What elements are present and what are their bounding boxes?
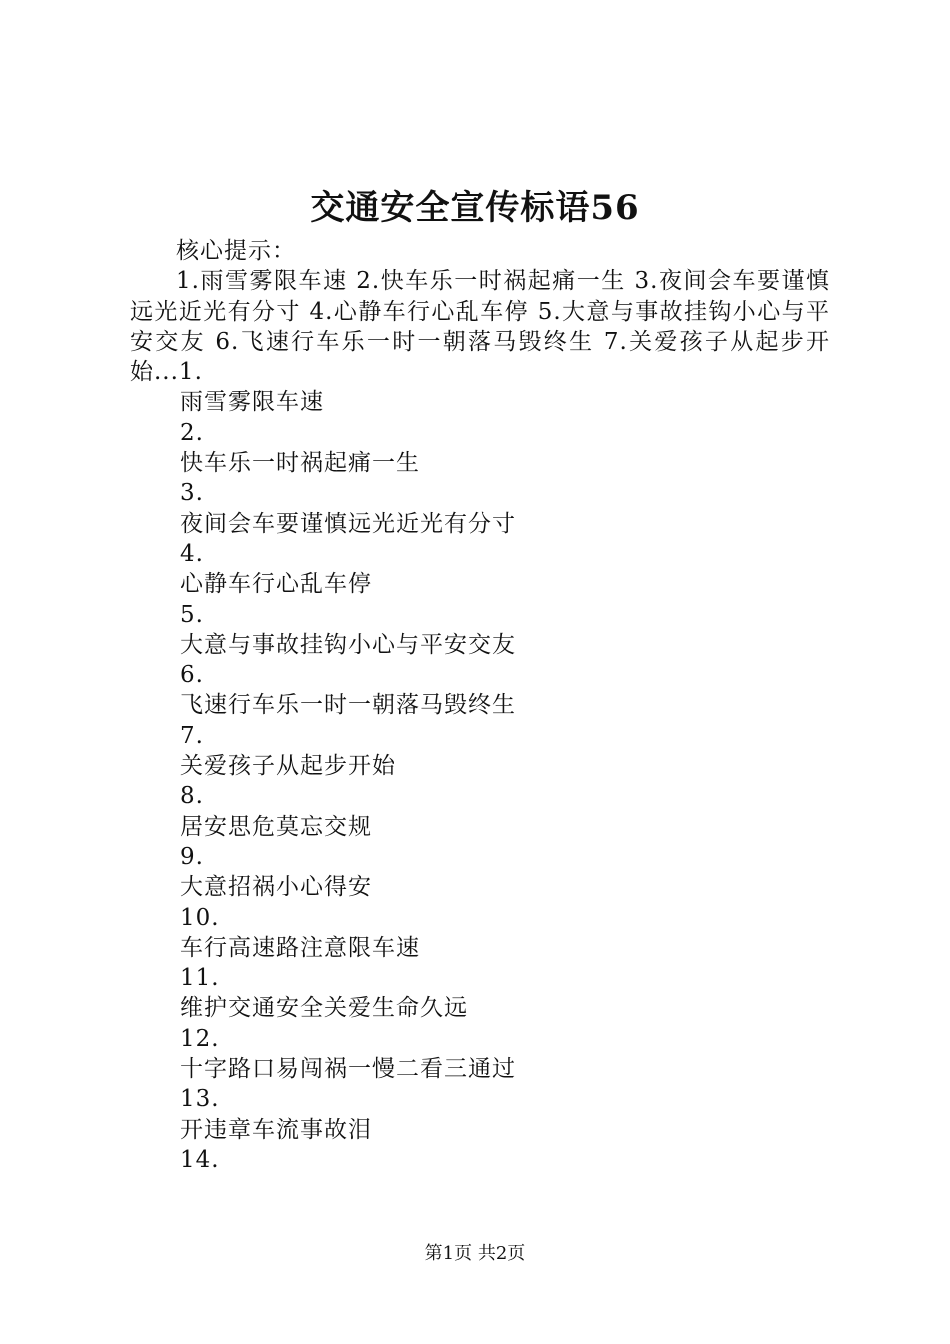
- slogan-line: 关爱孩子从起步开始: [180, 753, 396, 780]
- slogan-line: 10.: [180, 904, 220, 931]
- slogan-line: 车行高速路注意限车速: [180, 934, 420, 961]
- slogan-line: 大意与事故挂钩小心与平安交友: [180, 631, 516, 658]
- slogan-line: 维护交通安全关爱生命久远: [180, 995, 468, 1022]
- document-body: [130, 236, 830, 1175]
- slogan-line: 大意招祸小心得安: [180, 874, 372, 901]
- slogan-line: 11.: [180, 965, 220, 992]
- slogan-line: 12.: [180, 1025, 220, 1052]
- slogan-line: 9.: [180, 843, 204, 870]
- slogan-line: 6.: [180, 662, 204, 689]
- page-title: 交通安全宣传标语56: [310, 188, 640, 228]
- slogan-line: 14.: [180, 1146, 220, 1173]
- summary-paragraph: 1.雨雪雾限车速 2.快车乐一时祸起痛一生 3.夜间会车要谨慎远光近光有分寸 4.心静车行心乱车停 5.大意与事故挂钩小心与平安交友 6.飞速行车乐一时一朝落马毁终生 7.关爱孩子从起步开始...1.: [130, 268, 830, 386]
- slogan-line: 开违章车流事故泪: [180, 1116, 372, 1143]
- slogan-line: 心静车行心乱车停: [180, 571, 372, 598]
- slogan-line: 5.: [180, 601, 204, 628]
- slogan-line: 居安思危莫忘交规: [180, 813, 372, 840]
- slogan-line: 4.: [180, 540, 204, 567]
- slogan-line: 13.: [180, 1086, 220, 1113]
- slogan-line: 飞速行车乐一时一朝落马毁终生: [180, 692, 516, 719]
- slogan-line: 夜间会车要谨慎远光近光有分寸: [180, 510, 516, 537]
- slogan-list: [130, 387, 830, 1175]
- slogan-line: 2.: [180, 419, 204, 446]
- slogan-line: 3.: [180, 480, 204, 507]
- page-number: 第1页 共2页: [424, 1243, 526, 1264]
- slogan-line: 8.: [180, 783, 204, 810]
- slogan-line: 雨雪雾限车速: [180, 389, 324, 416]
- slogan-line: 十字路口易闯祸一慢二看三通过: [180, 1056, 516, 1083]
- slogan-line: 7.: [180, 722, 204, 749]
- slogan-line: 快车乐一时祸起痛一生: [180, 450, 420, 477]
- hint-label: 核心提示：: [176, 238, 296, 264]
